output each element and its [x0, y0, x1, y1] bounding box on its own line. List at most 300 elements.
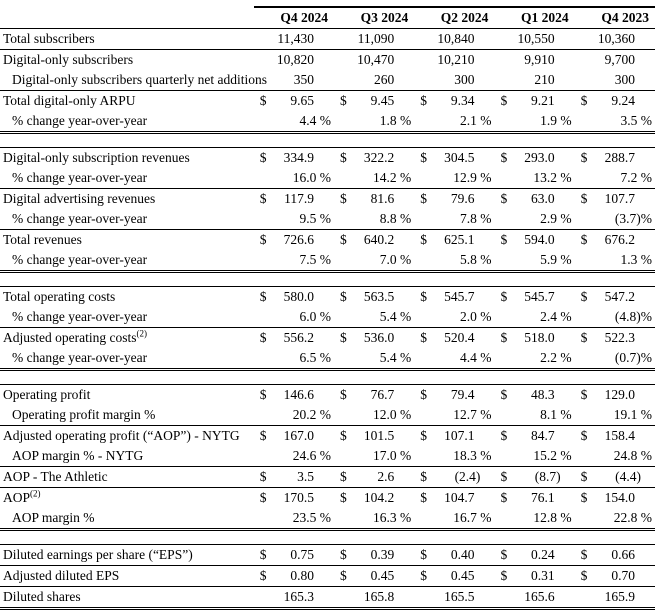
- dollar-sign: $: [254, 287, 276, 308]
- value-cell: 1.3 %: [597, 250, 655, 272]
- value-cell: 0.80: [276, 566, 334, 587]
- dollar-sign: $: [254, 566, 276, 587]
- dollar-sign: $: [500, 232, 508, 248]
- value-cell: 154.0: [604, 490, 635, 506]
- value-cell: 146.6: [276, 385, 334, 406]
- value-cell: 0.70: [597, 566, 655, 587]
- section-gap: [0, 133, 655, 148]
- dollar-sign: [494, 348, 516, 370]
- value-cell: 13.2 %: [517, 168, 575, 189]
- dollar-sign: $: [494, 148, 516, 169]
- value-cell: 107.1: [444, 428, 475, 444]
- value-cell: 170.5: [283, 490, 314, 506]
- dollar-sign: $: [420, 490, 427, 506]
- dollar-sign: [575, 250, 597, 272]
- dollar-sign: $: [254, 545, 276, 566]
- table-row: [0, 307, 655, 328]
- dollar-sign: $: [259, 490, 267, 506]
- header-row: [0, 7, 655, 29]
- value-cell: 12.8 %: [517, 508, 575, 530]
- row-label-text: Diluted earnings per share (“EPS”): [3, 547, 193, 563]
- value-cell: 726.6: [283, 232, 314, 248]
- column-header-q3-2024: Q3 2024: [334, 7, 414, 29]
- value-cell: (4.8)%: [597, 307, 655, 328]
- dollar-sign: [494, 587, 516, 609]
- table-row: [0, 111, 655, 133]
- dollar-sign: [334, 587, 356, 609]
- dollar-sign: [334, 50, 356, 71]
- dollar-sign: [575, 111, 597, 133]
- value-cell: (8.7): [517, 467, 575, 488]
- dollar-sign: $: [500, 93, 508, 109]
- dollar-sign: $: [414, 385, 436, 406]
- value-cell: 6.0 %: [276, 307, 334, 328]
- value-cell: 165.3: [276, 587, 334, 609]
- dollar-sign: $: [334, 385, 356, 406]
- dollar-sign: [494, 508, 516, 530]
- value-cell: 2.0 %: [436, 307, 494, 328]
- table-row: [0, 287, 655, 308]
- dollar-sign: [414, 29, 436, 50]
- row-label: [0, 566, 254, 587]
- value-cell: 1.8 %: [356, 111, 414, 133]
- dollar-sign: $: [254, 148, 276, 169]
- dollar-sign: [334, 348, 356, 370]
- dollar-sign: [334, 209, 356, 230]
- value-cell: 522.3: [604, 330, 635, 346]
- dollar-sign: [414, 348, 436, 370]
- gap-cell: [0, 530, 655, 545]
- dollar-sign: $: [254, 385, 276, 406]
- value-cell: 676.2: [604, 232, 635, 248]
- table-row: [0, 587, 655, 609]
- dollar-sign: [575, 29, 597, 50]
- dollar-sign: [254, 405, 276, 426]
- value-cell: 0.45: [356, 566, 414, 587]
- table-row: [0, 488, 655, 509]
- row-label-text: Total subscribers: [3, 31, 95, 47]
- table-row: [0, 250, 655, 272]
- dollar-sign: $: [259, 330, 267, 346]
- section-gap: [0, 272, 655, 287]
- dollar-sign: $: [500, 191, 508, 207]
- table-row: [0, 91, 655, 112]
- dollar-sign: $: [414, 148, 436, 169]
- value-cell: 293.0: [517, 148, 575, 169]
- column-header-q1-2024: Q1 2024: [494, 7, 574, 29]
- dollar-sign: [414, 70, 436, 91]
- value-cell: 545.7: [517, 287, 575, 308]
- dollar-sign: $: [259, 191, 267, 207]
- dollar-sign: [334, 168, 356, 189]
- column-header-q4-2024: Q4 2024: [254, 7, 334, 29]
- value-cell: 101.5: [363, 428, 395, 444]
- value-cell: 129.0: [597, 385, 655, 406]
- value-cell: 165.5: [436, 587, 494, 609]
- dollar-sign: $: [494, 385, 516, 406]
- dollar-sign: $: [500, 428, 508, 444]
- table-row: [0, 189, 655, 210]
- value-cell: 0.40: [436, 545, 494, 566]
- footnote-ref: (2): [30, 488, 41, 499]
- value-cell: 10,210: [437, 52, 475, 68]
- value-cell: 547.2: [597, 287, 655, 308]
- value-cell: 10,360: [597, 29, 655, 50]
- dollar-sign: [575, 446, 597, 467]
- table-row: [0, 148, 655, 169]
- table-row: [0, 70, 655, 91]
- value-cell: 107.7: [604, 191, 635, 207]
- dollar-sign: $: [334, 287, 356, 308]
- row-label: [0, 545, 254, 566]
- value-cell: 322.2: [356, 148, 414, 169]
- value-cell: 2.4 %: [517, 307, 575, 328]
- dollar-sign: $: [580, 93, 588, 109]
- dollar-sign: [254, 446, 276, 467]
- value-cell: 5.8 %: [436, 250, 494, 272]
- value-cell: 260: [356, 70, 414, 91]
- dollar-sign: [414, 587, 436, 609]
- dollar-sign: $: [414, 287, 436, 308]
- dollar-sign: $: [339, 428, 347, 444]
- row-label-text: Digital-only subscribers quarterly net additions: [12, 72, 267, 88]
- dollar-sign: [494, 70, 516, 91]
- dollar-sign: [494, 29, 516, 50]
- value-cell: 7.0 %: [356, 250, 414, 272]
- dollar-sign: [254, 587, 276, 609]
- row-label-text: AOP margin % - NYTG: [12, 448, 144, 464]
- row-label: [0, 230, 254, 251]
- dollar-sign: $: [339, 191, 347, 207]
- value-cell: 563.5: [356, 287, 414, 308]
- row-label: [0, 250, 254, 272]
- row-label-text: Total digital-only ARPU: [3, 93, 136, 109]
- dollar-sign: [254, 111, 276, 133]
- value-cell: 7.2 %: [597, 168, 655, 189]
- dollar-sign: [254, 307, 276, 328]
- dollar-sign: $: [414, 467, 436, 488]
- dollar-sign: [494, 168, 516, 189]
- row-label-text: Operating profit margin %: [12, 407, 156, 423]
- value-cell: 9.34: [450, 93, 475, 109]
- dollar-sign: [575, 70, 597, 91]
- value-cell: 640.2: [363, 232, 395, 248]
- dollar-sign: [494, 405, 516, 426]
- value-cell: 24.6 %: [276, 446, 334, 467]
- dollar-sign: [334, 307, 356, 328]
- dollar-sign: $: [259, 93, 267, 109]
- table-row: [0, 348, 655, 370]
- table-row: [0, 508, 655, 530]
- dollar-sign: [334, 405, 356, 426]
- value-cell: 12.9 %: [436, 168, 494, 189]
- row-label: [0, 446, 254, 467]
- section-gap: [0, 370, 655, 385]
- dollar-sign: [254, 348, 276, 370]
- dollar-sign: [575, 348, 597, 370]
- value-cell: 81.6: [370, 191, 395, 207]
- row-label: [0, 50, 254, 71]
- value-cell: 580.0: [276, 287, 334, 308]
- dollar-sign: $: [334, 566, 356, 587]
- row-label: [0, 287, 254, 308]
- dollar-sign: [575, 168, 597, 189]
- row-label: [0, 348, 254, 370]
- value-cell: 17.0 %: [356, 446, 414, 467]
- column-header-q4-2023: Q4 2023: [575, 7, 655, 29]
- row-label-text: % change year-over-year: [12, 252, 148, 268]
- value-cell: 15.2 %: [517, 446, 575, 467]
- value-cell: 334.9: [276, 148, 334, 169]
- value-cell: 5.4 %: [356, 348, 414, 370]
- table-row: [0, 566, 655, 587]
- value-cell: 545.7: [436, 287, 494, 308]
- header-spacer: [0, 7, 254, 29]
- value-cell: (4.4): [597, 467, 655, 488]
- dollar-sign: [414, 250, 436, 272]
- row-label: [0, 385, 254, 406]
- row-label-text: % change year-over-year: [12, 350, 148, 366]
- dollar-sign: $: [580, 191, 588, 207]
- dollar-sign: $: [580, 330, 588, 346]
- row-label: [0, 209, 254, 230]
- row-label: [0, 148, 254, 169]
- value-cell: 10,840: [436, 29, 494, 50]
- table-row: [0, 426, 655, 447]
- value-cell: 167.0: [283, 428, 314, 444]
- value-cell: 84.7: [531, 428, 555, 444]
- value-cell: 0.45: [436, 566, 494, 587]
- dollar-sign: [254, 250, 276, 272]
- value-cell: 304.5: [436, 148, 494, 169]
- row-label-text: Total revenues: [3, 232, 82, 248]
- dollar-sign: [414, 307, 436, 328]
- value-cell: 10,470: [357, 52, 395, 68]
- row-label-text: AOP - The Athletic: [3, 469, 108, 485]
- value-cell: 16.7 %: [436, 508, 494, 530]
- dollar-sign: $: [575, 287, 597, 308]
- dollar-sign: [254, 209, 276, 230]
- value-cell: 9.5 %: [276, 209, 334, 230]
- value-cell: 4.4 %: [436, 348, 494, 370]
- row-label-text: % change year-over-year: [12, 170, 148, 186]
- row-label: [0, 111, 254, 133]
- value-cell: 20.2 %: [276, 405, 334, 426]
- dollar-sign: $: [494, 545, 516, 566]
- value-cell: 8.8 %: [356, 209, 414, 230]
- dollar-sign: [414, 111, 436, 133]
- table-row: [0, 545, 655, 566]
- dollar-sign: [494, 250, 516, 272]
- dollar-sign: $: [334, 148, 356, 169]
- value-cell: 300: [597, 70, 655, 91]
- row-label-text: AOP margin %: [12, 510, 95, 526]
- dollar-sign: [494, 307, 516, 328]
- row-label-text: Adjusted diluted EPS: [3, 568, 120, 584]
- value-cell: 19.1 %: [597, 405, 655, 426]
- row-label: [0, 168, 254, 189]
- value-cell: 16.3 %: [356, 508, 414, 530]
- value-cell: 48.3: [517, 385, 575, 406]
- value-cell: (0.7)%: [597, 348, 655, 370]
- dollar-sign: [334, 70, 356, 91]
- value-cell: 625.1: [444, 232, 475, 248]
- dollar-sign: $: [334, 545, 356, 566]
- row-label-text: Digital-only subscription revenues: [3, 150, 190, 166]
- gap-cell: [0, 133, 655, 148]
- value-cell: 14.2 %: [356, 168, 414, 189]
- dollar-sign: $: [420, 191, 427, 207]
- value-cell: 0.31: [517, 566, 575, 587]
- dollar-sign: [414, 209, 436, 230]
- row-label: [0, 307, 254, 328]
- dollar-sign: $: [339, 232, 347, 248]
- row-label-text: % change year-over-year: [12, 113, 148, 129]
- dollar-sign: [334, 111, 356, 133]
- value-cell: (3.7)%: [597, 209, 655, 230]
- row-label: [0, 508, 254, 530]
- dollar-sign: [254, 508, 276, 530]
- dollar-sign: $: [254, 467, 276, 488]
- value-cell: 10,820: [276, 52, 314, 68]
- table-row: [0, 328, 655, 349]
- value-cell: 300: [436, 70, 494, 91]
- value-cell: 79.6: [450, 191, 475, 207]
- value-cell: 104.7: [444, 490, 475, 506]
- value-cell: 0.75: [276, 545, 334, 566]
- value-cell: 158.4: [604, 428, 635, 444]
- dollar-sign: [414, 508, 436, 530]
- value-cell: 3.5: [276, 467, 334, 488]
- dollar-sign: $: [420, 428, 427, 444]
- dollar-sign: [494, 50, 516, 71]
- value-cell: 6.5 %: [276, 348, 334, 370]
- section-gap: [0, 530, 655, 545]
- row-label: [0, 587, 254, 609]
- row-label-text: Diluted shares: [3, 589, 81, 605]
- dollar-sign: $: [575, 148, 597, 169]
- row-label: [0, 189, 254, 210]
- value-cell: 520.4: [444, 330, 475, 346]
- value-cell: 23.5 %: [276, 508, 334, 530]
- value-cell: 3.5 %: [597, 111, 655, 133]
- dollar-sign: $: [334, 467, 356, 488]
- value-cell: 2.9 %: [517, 209, 575, 230]
- dollar-sign: [254, 168, 276, 189]
- row-label-text: Adjusted operating costs: [3, 330, 137, 346]
- value-cell: 63.0: [531, 191, 555, 207]
- row-label-text: Digital advertising revenues: [3, 191, 156, 207]
- dollar-sign: $: [575, 467, 597, 488]
- footnote-ref: (2): [136, 328, 147, 339]
- dollar-sign: [334, 508, 356, 530]
- row-label-text: Digital-only subscribers: [3, 52, 134, 68]
- dollar-sign: $: [259, 428, 267, 444]
- value-cell: 165.9: [597, 587, 655, 609]
- financial-results-table: [0, 6, 655, 610]
- row-label: [0, 467, 254, 488]
- value-cell: 536.0: [363, 330, 395, 346]
- dollar-sign: [494, 209, 516, 230]
- dollar-sign: $: [500, 490, 508, 506]
- dollar-sign: $: [420, 232, 427, 248]
- table-row: [0, 405, 655, 426]
- dollar-sign: [575, 405, 597, 426]
- dollar-sign: $: [494, 467, 516, 488]
- dollar-sign: $: [580, 428, 588, 444]
- dollar-sign: [575, 508, 597, 530]
- value-cell: 79.4: [436, 385, 494, 406]
- value-cell: 9.21: [531, 93, 555, 109]
- value-cell: 350: [276, 70, 334, 91]
- dollar-sign: [254, 50, 276, 71]
- dollar-sign: [494, 446, 516, 467]
- row-label: [0, 426, 254, 447]
- dollar-sign: $: [500, 330, 508, 346]
- dollar-sign: $: [420, 330, 427, 346]
- value-cell: 5.4 %: [356, 307, 414, 328]
- dollar-sign: [414, 50, 436, 71]
- row-label-text: AOP: [3, 490, 31, 506]
- value-cell: 22.8 %: [597, 508, 655, 530]
- value-cell: 2.1 %: [436, 111, 494, 133]
- row-label-text: % change year-over-year: [12, 309, 148, 325]
- value-cell: 1.9 %: [517, 111, 575, 133]
- dollar-sign: [494, 111, 516, 133]
- row-label-text: % change year-over-year: [12, 211, 148, 227]
- gap-cell: [0, 370, 655, 385]
- dollar-sign: $: [575, 566, 597, 587]
- dollar-sign: $: [339, 490, 347, 506]
- table-body: [0, 29, 655, 609]
- value-cell: 5.9 %: [517, 250, 575, 272]
- value-cell: 0.66: [597, 545, 655, 566]
- table-row: [0, 385, 655, 406]
- value-cell: 4.4 %: [276, 111, 334, 133]
- row-label: [0, 405, 254, 426]
- dollar-sign: [575, 209, 597, 230]
- value-cell: 210: [517, 70, 575, 91]
- row-label: [0, 328, 254, 349]
- value-cell: 11,090: [356, 29, 414, 50]
- value-cell: 104.2: [363, 490, 395, 506]
- dollar-sign: [414, 405, 436, 426]
- value-cell: 9.65: [290, 93, 314, 109]
- value-cell: 518.0: [524, 330, 555, 346]
- dollar-sign: $: [414, 545, 436, 566]
- dollar-sign: [254, 29, 276, 50]
- value-cell: 18.3 %: [436, 446, 494, 467]
- dollar-sign: [334, 446, 356, 467]
- row-label-text: Total operating costs: [3, 289, 116, 305]
- value-cell: 76.1: [531, 490, 555, 506]
- value-cell: 76.7: [356, 385, 414, 406]
- table-row: [0, 446, 655, 467]
- dollar-sign: [414, 168, 436, 189]
- value-cell: 9.24: [611, 93, 635, 109]
- value-cell: 24.8 %: [597, 446, 655, 467]
- dollar-sign: $: [259, 232, 267, 248]
- row-label: [0, 91, 254, 112]
- value-cell: 9,910: [524, 52, 555, 68]
- table-row: [0, 230, 655, 251]
- value-cell: 7.5 %: [276, 250, 334, 272]
- dollar-sign: [575, 50, 597, 71]
- dollar-sign: $: [580, 490, 588, 506]
- table-row: [0, 467, 655, 488]
- value-cell: 11,430: [276, 29, 334, 50]
- table-header: [0, 7, 655, 29]
